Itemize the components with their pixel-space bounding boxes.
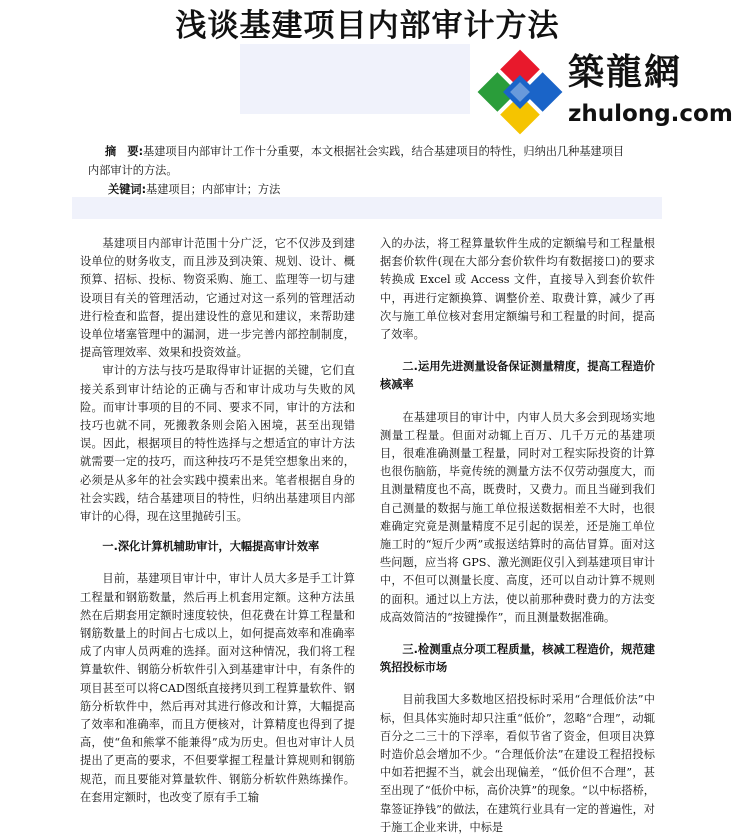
image-placeholder [240,44,470,114]
section-heading-1: 一.深化计算机辅助审计，大幅提高审计效率 [102,540,320,554]
keywords-value: 基建项目；内部审计；方法 [146,183,281,196]
paragraph: 目前，基建项目审计中，审计人员大多是手工计算工程量和钢筋数量，然后再上机套用定额。这种方法虽然在后期套用定额时速度较快，但花费在计算工程量和钢筋数量上的时间占七成以上，如何提高效率和准确率成了内审人员两难的选择。面对这种情况，我们将工程算量软件、钢筋分析软件引入到基建审计中，有条件的项目甚至可以将CAD图纸直接拷贝到工程算量软件、钢筋分析软件中，然后再对其进行修改和计算，大幅提高了效率和准确率，而且方便核对，计算精度也得到了提高，使“鱼和熊掌不能兼得”成为历史。但也对审计人员提出了更高的要求，不但要掌握工程量计算规则和钢筋规范，而且要能对算量软件、钢筋分析软件熟练操作。在套用定额时，也改变了原有手工输 [80,572,355,804]
paragraph: 基建项目内部审计范围十分广泛，它不仅涉及到建设单位的财务收支，而且涉及到决策、规划、设计、概预算、招标、投标、物资采购、施工、监理等一切与建设项目有关的管理活动，它通过对这一系列的管理活动进行检查和监督，提出建设性的意见和建议，来帮助建设单位堵塞管理中的漏洞，进一步完善内部控制制度，提高管理效率、效果和投资效益。 [80,237,355,360]
zhulong-logo [476,44,733,138]
section-heading-3: 三.检测重点分项工程质量，核减工程造价，规范建筑招投标市场 [380,643,655,675]
abstract [88,142,668,180]
abstract-line-1: 基建项目内部审计工作十分重要，本文根据社会实践，结合基建项目的特性，归纳出几种基建项目 [143,145,625,158]
abstract-line-2: 内部审计的方法。 [88,164,178,177]
abstract-label: 摘 要: [105,145,144,158]
logo-chinese-text: 築龍網 [568,51,683,93]
right-column [380,235,655,837]
logo-domain-text: zhulong.com [568,101,733,127]
keywords [108,180,280,199]
paragraph: 在基建项目的审计中，内审人员大多会到现场实地测量工程量。但面对动辄上百万、几千万元的基建项目，很难准确测量工程量，同时对工程实际投资的计算也很伤脑筋，毕竟传统的测量方法不仅劳动强度大，而且测量精度也不高，既费时，又费力。而且当碰到我们自己测量的数据与施工单位报送数据相差不大时，也很难确定究竟是测量精度不足引起的误差，还是施工单位施工时的“短斤少两”或报送结算时的高估冒算。面对这些问题，应当将 GPS、激光测距仪引入到基建项目审计中，不但可以测量长度、高度，还可以自动计算不规则的面积。通过以上方法，使以前那种费时费力的方法变成高效简洁的“按键操作”，而且测量数据准确。 [380,410,655,624]
paragraph: 目前我国大多数地区招投标时采用“合理低价法”中标，但具体实施时却只注重“低价”，忽略“合理”，动辄百分之二三十的下浮率，看似节省了资金，但项目决算时造价总会增加不少。“合理低价法”在建设工程招投标中如若把握不当，就会出现偏差，“低价但不合理”，甚至出现了“低价中标，高价决算”的现象。“以中标搭桥，靠签证挣钱”的做法，在建筑行业具有一定的普遍性，对于施工企业来讲，中标是 [380,693,655,834]
cube-logo-icon [476,48,564,136]
image-placeholder [72,197,662,219]
keywords-label: 关键词: [108,183,147,196]
section-heading-2: 二.运用先进测量设备保证测量精度，提高工程造价核减率 [380,360,655,392]
paragraph: 入的办法，将工程算量软件生成的定额编号和工程量根据套价软件(现在大部分套价软件均有数据接口)的要求转换成 Excel 或 Access 文件，直接导入到套价软件中，再进行定额换算、调整价差、取费计算，减少了再次与施工单位核对套用定额编号和工程量的时间，提高了效率。 [380,237,655,342]
paragraph: 审计的方法与技巧是取得审计证据的关键，它们直接关系到审计结论的正确与否和审计成功与失败的风险。而审计事项的目的不同、要求不同，审计的方法和技巧也就不同，死搬教条则会陷入困境，甚至出现错误。因此，根据项目的特性选择与之想适宜的审计方法就需要一定的技巧，而这种技巧不是凭空想象出来的，必须是从多年的社会实践中摸索出来。笔者根据自身的社会实践，结合基建项目的特性，归纳出基建项目内部审计的心得，现在这里抛砖引玉。 [80,364,355,524]
page-title: 浅谈基建项目内部审计方法 [175,8,560,44]
left-column [80,235,355,807]
